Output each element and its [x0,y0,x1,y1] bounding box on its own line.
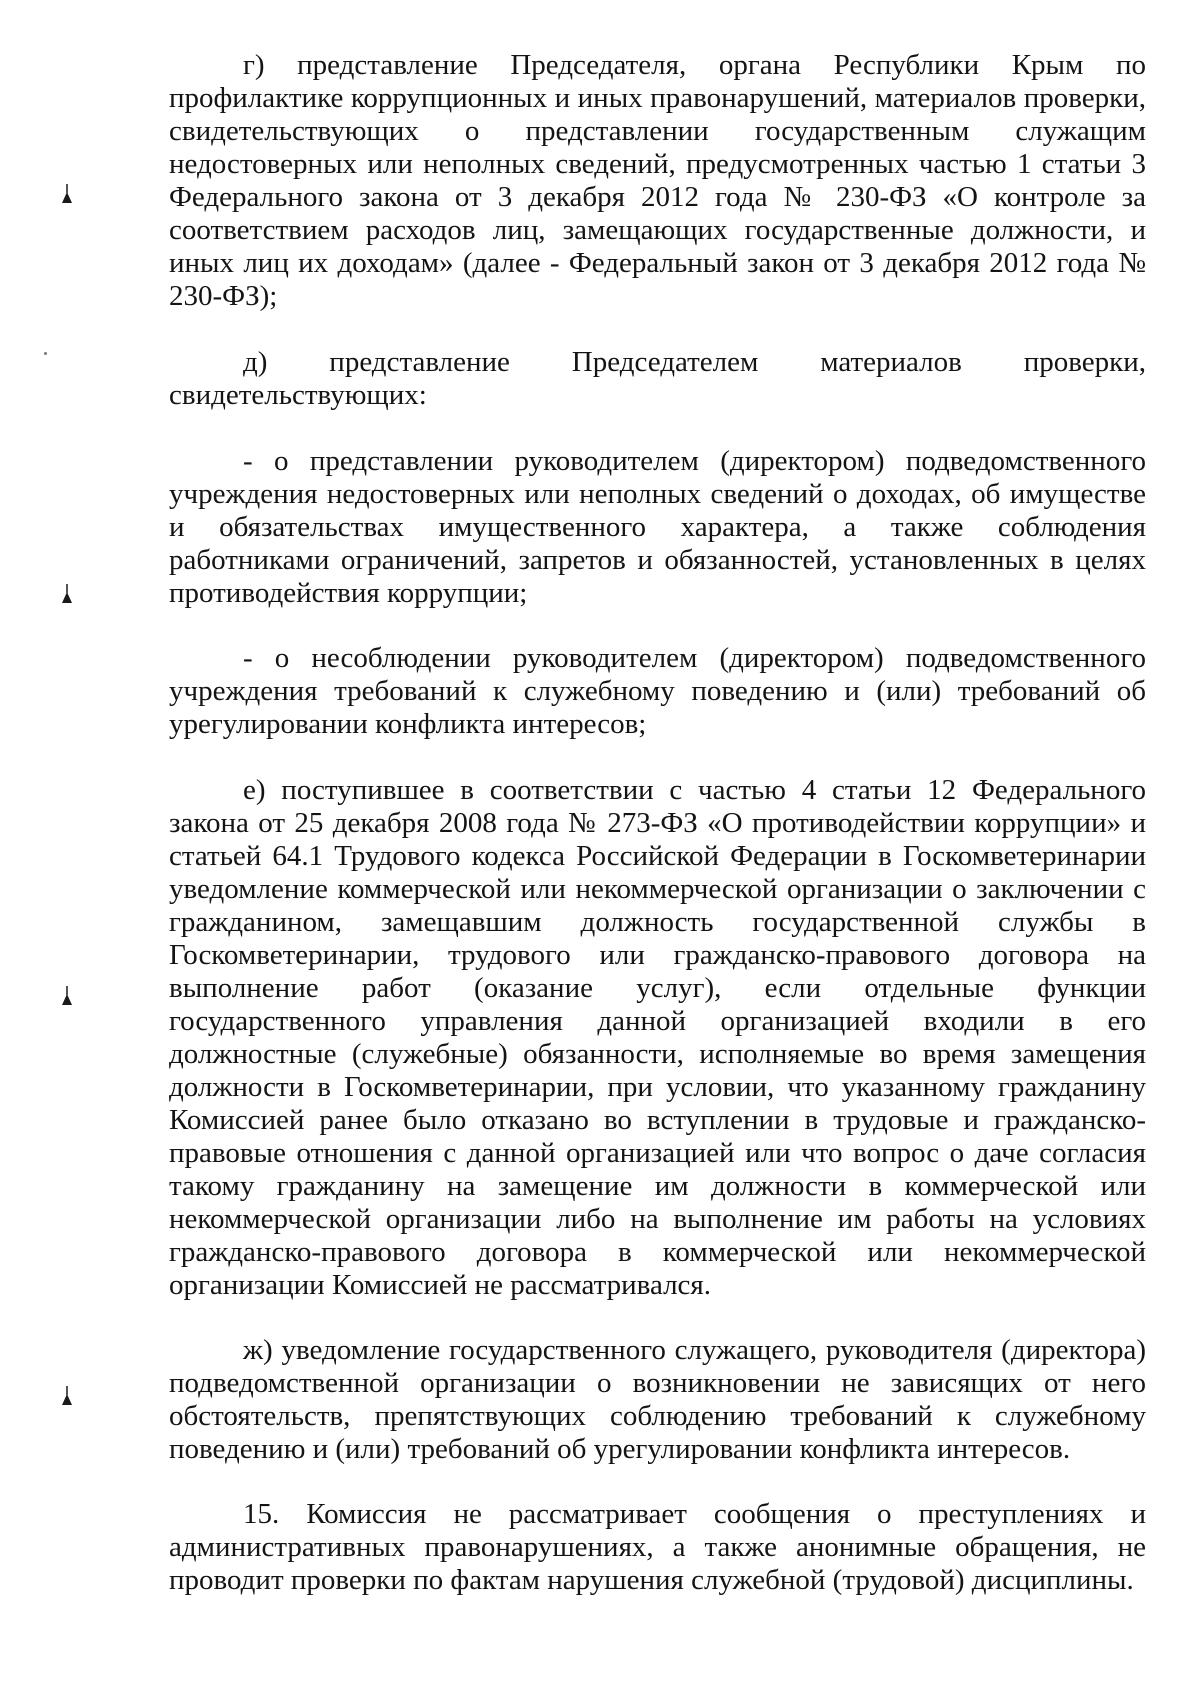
hole-punch-mark-icon [60,583,74,605]
paragraph-g: г) представление Председателя, органа Республики Крым по профилактике коррупционных и иных правонарушений, материалов проверки, свидетельствующих о представлении государственным служащим недостоверных или неполных сведений, предусмотренных частью 1 статьи 3 Федерального закона от 3 декабря 2012 года № 230-ФЗ «О контроле за соответствием расходов лиц, замещающих государственные должности, и иных лиц их доходам» (далее - Федеральный закон от 3 декабря 2012 года № 230-ФЗ); [169,49,1146,312]
document-body [169,49,1146,1597]
hole-punch-mark-icon [60,183,74,205]
paragraph-d-item-2: - о несоблюдении руководителем (директором) подведомственного учреждения требований к служебному поведению и (или) требований об урегулировании конфликта интересов; [169,642,1146,740]
hole-punch-mark-icon [60,985,74,1007]
paragraph-zh: ж) уведомление государственного служащего, руководителя (директора) подведомственной организации о возникновении не зависящих от него обстоятельств, препятствующих соблюдению требований к служебному поведению и (или) требований об урегулировании конфликта интересов. [169,1334,1146,1465]
paragraph-e: е) поступившее в соответствии с частью 4 статьи 12 Федерального закона от 25 декабря 2008 года № 273-ФЗ «О противодействии коррупции» и статьей 64.1 Трудового кодекса Российской Федерации в Госкомветеринарии уведомление коммерческой или некоммерческой организации о заключении с гражданином, замещавшим должность государственной службы в Госкомветеринарии, трудового или гражданско-правового договора на выполнение работ (оказание услуг), если отдельные функции государственного управления данной организацией входили в его должностные (служебные) обязанности, исполняемые во время замещения должности в Госкомветеринарии, при условии, что указанному гражданину Комиссией ранее было отказано во вступлении в трудовые и гражданско-правовые отношения с данной организацией или что вопрос о даче согласия такому гражданину на замещение им должности в коммерческой или некоммерческой организации либо на выполнение им работы на условиях гражданско-правового договора в коммерческой или некоммерческой организации Комиссией не рассматривался. [169,774,1146,1301]
scan-speck [44,352,47,355]
paragraph-d: д) представление Председателем материалов проверки, свидетельствующих: [169,346,1146,411]
paragraph-15: 15. Комиссия не рассматривает сообщения о преступлениях и административных правонарушениях, а также анонимные обращения, не проводит проверки по фактам нарушения служебной (трудовой) дисциплины. [169,1498,1146,1596]
paragraph-d-item-1: - о представлении руководителем (директором) подведомственного учреждения недостоверных или неполных сведений о доходах, об имуществе и обязательствах имущественного характера, а также соблюдения работниками ограничений, запретов и обязанностей, установленных в целях противодействия коррупции; [169,445,1146,609]
hole-punch-mark-icon [60,1385,74,1407]
